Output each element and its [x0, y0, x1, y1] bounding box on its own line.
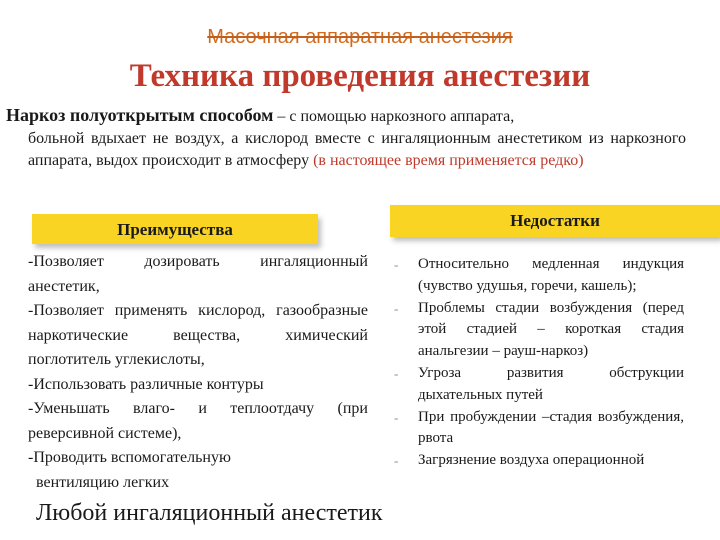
- disadvantage-text: При пробуждении –стадия возбуждения, рвота: [418, 408, 684, 447]
- list-dash: -: [394, 300, 399, 316]
- advantage-item: -Уменьшать влаго- и теплоотдачу (при реверсивной системе),: [28, 400, 368, 442]
- disadvantage-item: [394, 407, 684, 451]
- intro-paragraph: [6, 104, 686, 172]
- bottom-caption: Любой ингаляционный анестетик: [36, 500, 383, 526]
- advantage-item: -Проводить вспомогательную: [28, 449, 231, 466]
- disadvantage-item: [394, 363, 684, 407]
- disadvantage-text: Угроза развития обструкции дыхательных путей: [418, 364, 684, 403]
- disadvantage-text: Проблемы стадии возбуждения (перед этой стадией – короткая стадия анальгезии – рауш-наркоз): [418, 299, 684, 360]
- list-dash: -: [394, 409, 399, 425]
- advantage-item: -Позволяет применять кислород, газообразные наркотические вещества, химический поглотитель углекислоты,: [28, 302, 368, 368]
- slide-title: Техника проведения анестезии: [129, 58, 591, 94]
- list-dash: -: [394, 257, 399, 272]
- intro-text-2: больной вдыхает не воздух, а кислород вместе с ингаляционным анестетиком из наркозного аппарата, выдох происходит в атмосферу: [28, 130, 686, 169]
- intro-note: (в настоящее время применяется редко): [313, 152, 584, 169]
- advantages-heading: Преимущества: [117, 220, 233, 239]
- disadvantages-heading: Недостатки: [510, 211, 600, 230]
- disadvantage-item: [394, 450, 684, 472]
- disadvantage-text: Относительно медленная индукция (чувство удушья, горечи, кашель);: [418, 256, 684, 294]
- intro-lead: Наркоз полуоткрытым способом: [6, 105, 274, 125]
- disadvantage-item: [394, 254, 684, 298]
- advantage-item: -Использовать различные контуры: [28, 375, 264, 393]
- intro-text-1: – с помощью наркозного аппарата,: [273, 108, 515, 125]
- supertitle: Масочная аппаратная анестезия: [207, 26, 513, 48]
- disadvantage-text: Загрязнение воздуха операционной: [418, 452, 645, 469]
- intro-continuation: [6, 128, 686, 172]
- list-dash: -: [394, 453, 399, 469]
- advantage-item: вентиляцию легких: [36, 473, 170, 491]
- list-dash: -: [394, 365, 399, 381]
- advantages-list: [28, 250, 368, 495]
- advantage-item: -Позволяет дозировать ингаляционный анестетик,: [28, 253, 368, 295]
- disadvantages-list: [394, 254, 684, 472]
- disadvantage-item: [394, 298, 684, 363]
